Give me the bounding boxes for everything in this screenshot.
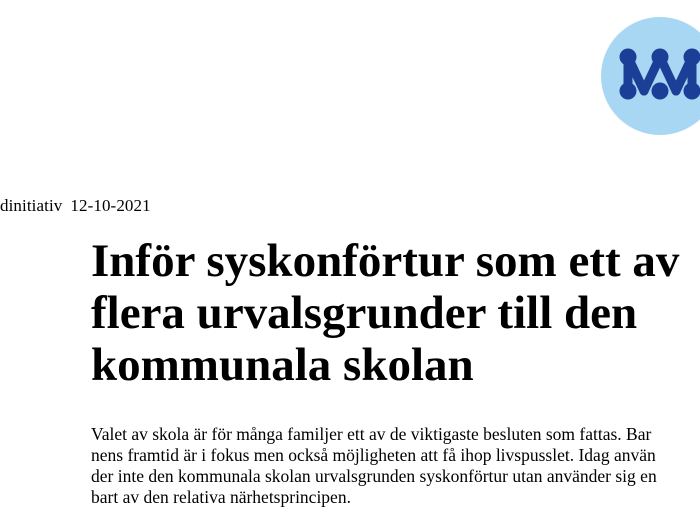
title-line: kommunala skolan <box>91 339 474 391</box>
document-title <box>91 235 679 391</box>
document-date: 12-10-2021 <box>70 196 151 215</box>
party-logo-icon <box>601 17 700 135</box>
document-type: dinitiativ <box>0 196 63 215</box>
body-line: nens framtid är i fokus men också möjligheten att få ihop livspusslet. Idag använ <box>91 445 656 465</box>
body-line: Valet av skola är för många familjer ett av de viktigaste besluten som fattas. Bar <box>91 424 652 444</box>
body-line: bart av den relativa närhetsprincipen. <box>91 487 351 507</box>
body-line: der inte den kommunala skolan urvalsgrunden syskonförtur utan använder sig en <box>91 466 657 486</box>
title-line: Inför syskonförtur som ett av <box>91 235 680 287</box>
document-meta <box>0 196 151 216</box>
body-paragraph <box>91 424 657 508</box>
title-line: flera urvalsgrunder till den <box>91 287 638 339</box>
